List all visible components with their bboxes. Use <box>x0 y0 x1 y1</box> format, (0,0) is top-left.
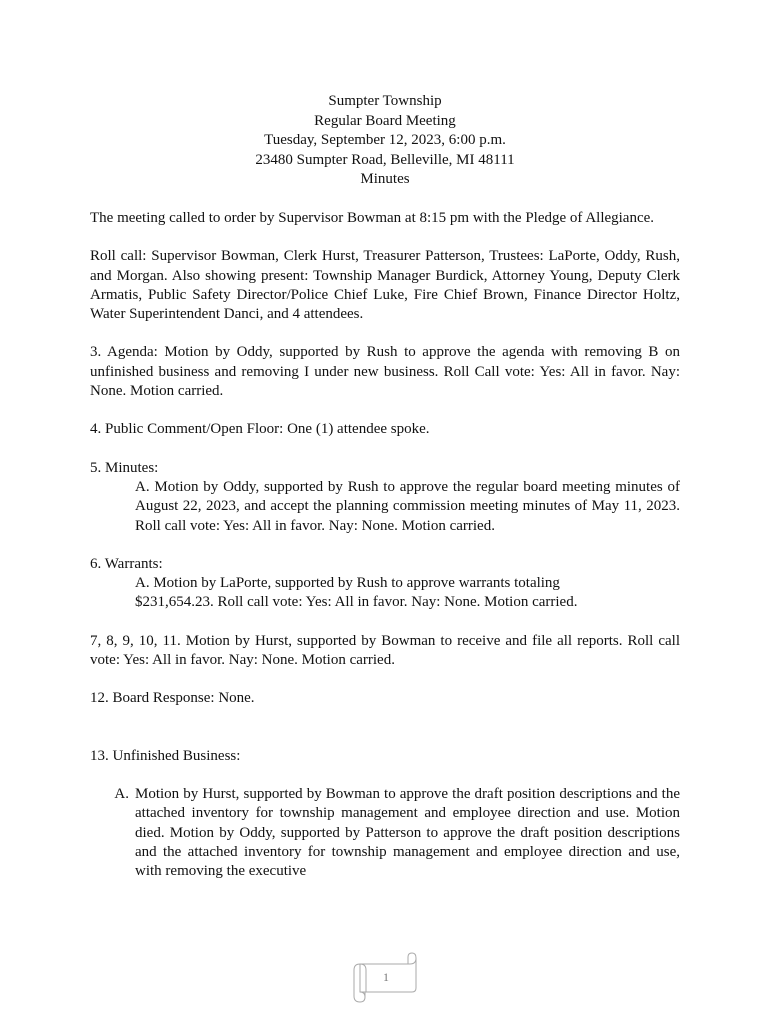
minutes-motion: A. Motion by Oddy, supported by Rush to approve the regular board meeting minutes of August 22, 2023, and accept the planning commission meeting minutes of May 11, 2023. Roll call vote: Yes: All in favor. Nay: None. Motion carried. <box>135 478 680 534</box>
warrants-motion-line2: $231,654.23. Roll call vote: Yes: All in favor. Nay: None. Motion carried. <box>135 594 578 611</box>
board-response-item: 12. Board Response: None. <box>90 690 255 707</box>
unfinished-business-heading: 13. Unfinished Business: <box>90 747 241 764</box>
roll-call: Roll call: Supervisor Bowman, Clerk Hurst, Treasurer Patterson, Trustees: LaPorte, Oddy, Rush, and Morgan. Also showing present: Township Manager Burdick, Attorney Young, Deputy Clerk Armatis, Public Safety Director/Police Chief Luke, Fire Chief Brown, Finance Director Holtz, Water Superintendent Danci, and 4 attendees. <box>90 248 680 323</box>
minutes-heading: 5. Minutes: <box>90 459 159 476</box>
list-marker: A. <box>114 785 129 802</box>
public-comment-item: 4. Public Comment/Open Floor: One (1) attendee spoke. <box>90 421 430 438</box>
document-body <box>90 209 680 881</box>
warrants-motion-line1: A. Motion by LaPorte, supported by Rush to approve warrants totaling <box>135 575 560 592</box>
call-to-order: The meeting called to order by Supervisor Bowman at 8:15 pm with the Pledge of Allegiance. <box>90 210 655 226</box>
header-date: Tuesday, September 12, 2023, 6:00 p.m. <box>264 132 506 148</box>
page-number: 1 <box>383 970 389 984</box>
page-number-scroll <box>352 952 420 1004</box>
reports-item: 7, 8, 9, 10, 11. Motion by Hurst, supported by Bowman to receive and file all reports. Roll call vote: Yes: All in favor. Nay: None. Motion carried. <box>90 632 680 669</box>
header-township: Sumpter Township <box>328 93 442 109</box>
warrants-motion <box>90 574 680 613</box>
agenda-item: 3. Agenda: Motion by Oddy, supported by Rush to approve the agenda with removing B on unfinished business and removing I under new business. Roll Call vote: Yes: All in favor. Nay: None. Motion carried. <box>90 344 680 400</box>
header-address: 23480 Sumpter Road, Belleville, MI 48111 <box>255 151 515 168</box>
document-header <box>0 92 770 190</box>
unfinished-business-item-a <box>90 785 680 881</box>
warrants-heading: 6. Warrants: <box>90 555 163 572</box>
unfinished-business-text: Motion by Hurst, supported by Bowman to approve the draft position descriptions and the attached inventory for township management and employee direction and use. Motion died. Motion by Oddy, supported by Patterson to approve the draft position descriptions and the attached inventory for township management and employee direction and use, with removing the executive <box>135 785 680 880</box>
header-meeting-type: Regular Board Meeting <box>314 112 456 129</box>
header-title: Minutes <box>360 171 410 187</box>
